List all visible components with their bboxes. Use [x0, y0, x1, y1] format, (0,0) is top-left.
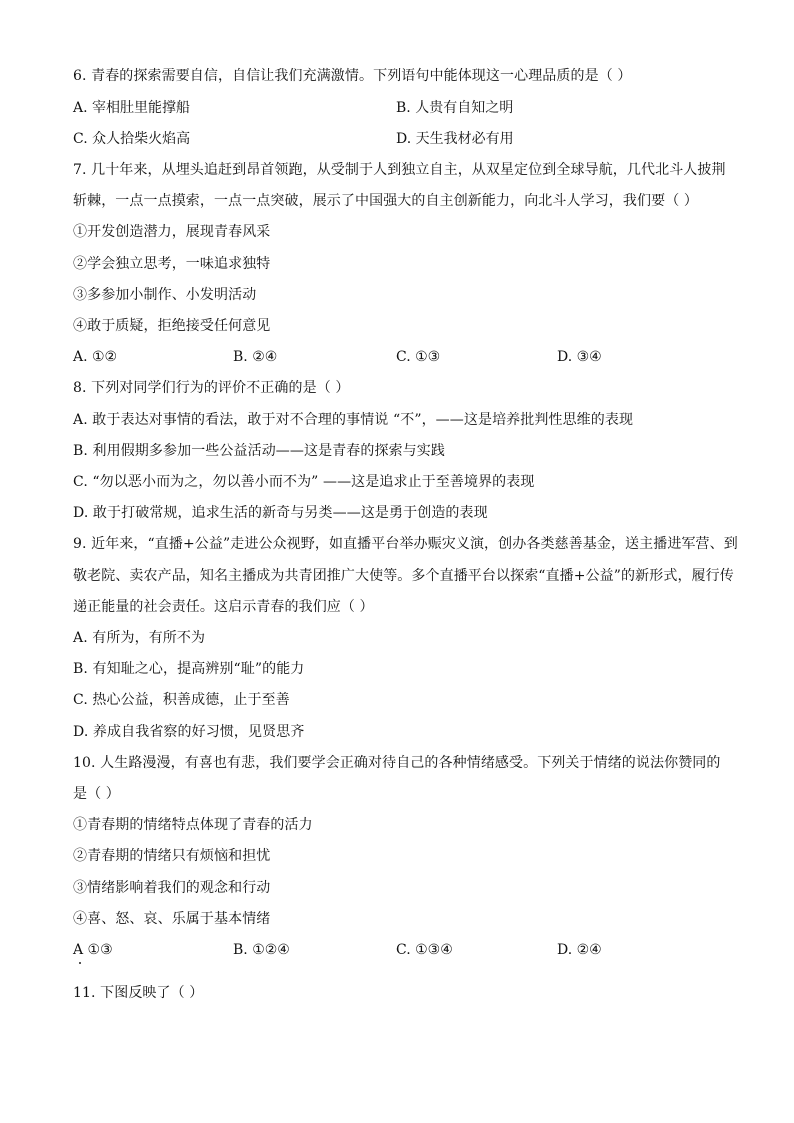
q9-option-a: A. 有所为，有所不为 — [73, 630, 206, 646]
q9-stem-line-1: 9. 近年来，“直播+公益”走进公众视野，如直播平台举办赈灾义演，创办各类慈善基金，送主播进军营、到 — [73, 536, 738, 552]
q6-stem: 6. 青春的探索需要自信，自信让我们充满激情。下列语句中能体现这一心理品质的是（ ） — [73, 68, 632, 84]
q11-stem: 11. 下图反映了（ ） — [73, 985, 204, 1001]
q10-item-3: ③情绪影响着我们的观念和行动 — [73, 880, 271, 896]
stray-dot-mark — [79, 962, 81, 964]
q10-option-d: D. ②④ — [557, 942, 602, 958]
q6-option-c: C. 众人拾柴火焰高 — [73, 131, 191, 147]
q8-option-b: B. 利用假期多参加一些公益活动——这是青春的探索与实践 — [73, 443, 445, 459]
q9-option-d: D. 养成自我省察的好习惯，见贤思齐 — [73, 724, 305, 740]
q7-option-a: A. ①② — [73, 349, 118, 365]
q10-option-a: A ①③ — [73, 942, 113, 958]
q7-item-3: ③多参加小制作、小发明活动 — [73, 287, 257, 303]
q10-stem-line-2: 是（ ） — [73, 786, 120, 802]
q10-item-1: ①青春期的情绪特点体现了青春的活力 — [73, 817, 313, 833]
q7-stem-line-2: 斩棘，一点一点摸索，一点一点突破，展示了中国强大的自主创新能力，向北斗人学习，我们要（ ） — [73, 193, 698, 209]
q8-option-a: A. 敢于表达对事情的看法，敢于对不合理的事情说 “不”，——这是培养批判性思维的表现 — [73, 412, 634, 428]
q10-item-2: ②青春期的情绪只有烦恼和担忧 — [73, 848, 271, 864]
q7-item-1: ①开发创造潜力，展现青春风采 — [73, 224, 271, 240]
q7-option-b: B. ②④ — [233, 349, 278, 365]
q7-stem-line-1: 7. 几十年来，从埋头追赶到昂首领跑，从受制于人到独立自主，从双星定位到全球导航，几代北斗人披荆 — [73, 162, 726, 178]
q7-option-d: D. ③④ — [557, 349, 602, 365]
q6-option-d: D. 天生我材必有用 — [396, 131, 514, 147]
q7-option-c: C. ①③ — [396, 349, 441, 365]
q8-option-d: D. 敢于打破常规，追求生活的新奇与另类——这是勇于创造的表现 — [73, 505, 488, 521]
q6-option-a: A. 宰相肚里能撑船 — [73, 100, 191, 116]
q7-item-2: ②学会独立思考，一味追求独特 — [73, 256, 271, 272]
q10-option-c: C. ①③④ — [396, 942, 453, 958]
q10-stem-line-1: 10. 人生路漫漫，有喜也有悲，我们要学会正确对待自己的各种情绪感受。下列关于情绪的说法你赞同的 — [73, 755, 721, 771]
q9-stem-line-2: 敬老院、卖农产品，知名主播成为共青团推广大使等。多个直播平台以探索“直播+公益”的新形式，履行传 — [73, 568, 734, 584]
q7-item-4: ④敢于质疑，拒绝接受任何意见 — [73, 318, 271, 334]
q8-stem: 8. 下列对同学们行为的评价不正确的是（ ） — [73, 380, 350, 396]
q8-option-c: C. “勿以恶小而为之，勿以善小而不为” ——这是追求止于至善境界的表现 — [73, 474, 535, 490]
q9-option-c: C. 热心公益，积善成德，止于至善 — [73, 692, 290, 708]
q9-option-b: B. 有知耻之心，提高辨别“耻”的能力 — [73, 661, 305, 677]
q10-item-4: ④喜、怒、哀、乐属于基本情绪 — [73, 911, 271, 927]
q9-stem-line-3: 递正能量的社会责任。这启示青春的我们应（ ） — [73, 599, 374, 615]
q6-option-b: B. 人贵有自知之明 — [396, 100, 514, 116]
q10-option-b: B. ①②④ — [233, 942, 290, 958]
